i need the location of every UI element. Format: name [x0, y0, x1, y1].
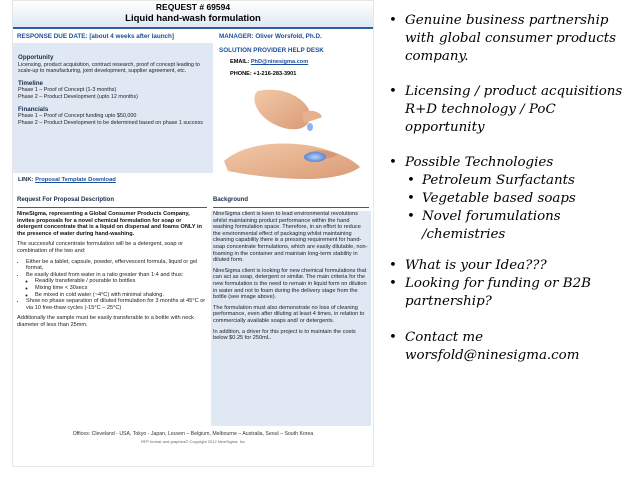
bullet-list [388, 12, 636, 365]
due-date [17, 33, 174, 40]
contact-email: worsfold@ninesigma.com [405, 348, 580, 363]
financials-title: Financials [18, 105, 49, 113]
bullet-item: • What is your Idea??? [388, 257, 636, 275]
rfp-intro: NineSigma, representing a Global Consumer Products Company, invites proposals for a novel chemical formulation for soap or detergent concentrate that is a liquid on dispersal and foams ONLY in the presence of water during hand-washing. [17, 211, 202, 237]
bullet-item: • Looking for funding or B2B partnership? [388, 275, 636, 311]
phone-line: PHONE: +1-216-283-3901 [230, 71, 297, 77]
sub-bullet-item: • Novel forumulations /chemistries [388, 208, 636, 244]
list-item: • Be easily diluted from water in a ratio greater than 1:4 and thus: ◦ Readily transferable / pourable to bottles ◦ Mixing time < 30secs ◦ Be mixed in cold water (~4°C) with minimal shaking. [26, 272, 207, 298]
document-copyright: RFP format and graphics© Copyright 2012 NineSigma, Inc [141, 439, 245, 444]
background-heading: Background [213, 197, 369, 208]
financials-phase-1: Phase 1 – Proof of Concept funding upto $50,000 [18, 113, 137, 120]
email-link[interactable]: PhD@ninesigma.com [250, 59, 309, 65]
hands-with-soap-image [218, 83, 368, 193]
request-number: REQUEST # 69594 [155, 2, 231, 12]
list-item: • Show no phase separation of diluted formulation for 3 months at 45°C or via 10 free-thaw cycles (-15°C – 25°C) [26, 298, 207, 311]
timeline-title: Timeline [18, 79, 43, 87]
email-line [230, 59, 308, 65]
rfp-criteria-list [17, 259, 207, 312]
document-footer: Offices: Cleveland - USA, Tokyo - Japan, Leuven – Belgium, Melbourne – Australia, Seoul – South Korea [72, 431, 314, 437]
opportunity-text: Licensing, product acquisition, contract research, proof of concept leading to scale-up to manufacturing, joint development, supplier agreement, etc. [18, 61, 200, 75]
proposal-template-link[interactable]: Proposal Template Download [35, 177, 116, 183]
rfp-additional: Additionally the sample must be easily transferable to a bottle with neck diameter of less than 25mm. [17, 315, 194, 328]
financials-phase-2: Phase 2 – Product Development to be determined based on phase 1 success [18, 119, 203, 126]
bullet-item: • Licensing / product acquisitions R+D technology / PoC opportunity [388, 83, 636, 137]
rfp-criteria-intro: The successful concentrate formulation will be a detergent, soap or combination of the two and: [17, 241, 184, 254]
timeline-phase-2: Phase 2 – Product Development (upto 12 months) [18, 93, 138, 100]
due-label: RESPONSE DUE DATE: [17, 33, 88, 40]
sub-bullet-item: • Petroleum Surfactants [388, 172, 636, 190]
document-title: Liquid hand-wash formulation [125, 13, 261, 24]
due-value: [about 4 weeks after launch] [89, 33, 174, 40]
rfp-description-heading: Request For Proposal Description [17, 197, 207, 208]
list-item: ◦ Readily transferable / pourable to bottles [35, 278, 207, 285]
opportunity-title: Opportunity [18, 54, 54, 61]
rfp-document [12, 0, 374, 467]
list-item: ◦ Mixing time < 30secs [35, 285, 207, 292]
sub-bullet-item: • Vegetable based soaps [388, 190, 636, 208]
timeline-phase-1: Phase 1 – Proof of Concept (1-3 months) [18, 87, 117, 94]
manager: MANAGER: Oliver Worsfold, Ph.D. [219, 33, 322, 40]
help-desk-title: SOLUTION PROVIDER HELP DESK [219, 47, 324, 54]
contact-bullet [388, 329, 636, 365]
rfp-description-column [17, 211, 207, 333]
email-label: EMAIL: [230, 59, 250, 65]
link-label: LINK: [18, 177, 34, 183]
list-item: • Either be a tablet, capsule, powder, effervescent formula, liquid or gel format, [26, 259, 207, 272]
background-paragraph: NineSigma client is keen to lead environmental revolutions whilst maintaining product performance within the hand washing formulation space. Therefore, in an effort to reduce the environmental effect of packaging whilst maintaining cleaning capability there is a pressing requirement for hand-soap concentrate formulations, which are easily dilutable, non-foaming in the container and maintain long-term stability in diluted form. [213, 211, 368, 264]
document-header [13, 1, 373, 29]
background-column [211, 211, 371, 426]
list-item: ◦ Be mixed in cold water (~4°C) with minimal shaking. [35, 292, 207, 299]
bullet-item: • Genuine business partnership with global consumer products company. [388, 12, 636, 66]
background-paragraph: NineSigma client is looking for new chemical formulations that can act as soap, detergent or similar. The main criteria for the new formulation is the need to remain in liquid form on dilution in water and not to foam during the delivery stage from the bottle (see image above). [213, 267, 367, 301]
link-line [18, 177, 116, 183]
contact-label: • Contact me [405, 330, 484, 345]
background-paragraph: The formulation must also demonstrate no loss of cleaning performance, even after diluting at least 4 times, in relation to commercially available soaps and/ or detergents. [213, 304, 365, 324]
bullet-item: • Possible Technologies [388, 154, 636, 172]
background-paragraph: In addition, a driver for this project is to maintain the costs below $0.25 for 250mL. [213, 328, 356, 342]
opportunity-section [18, 51, 210, 126]
